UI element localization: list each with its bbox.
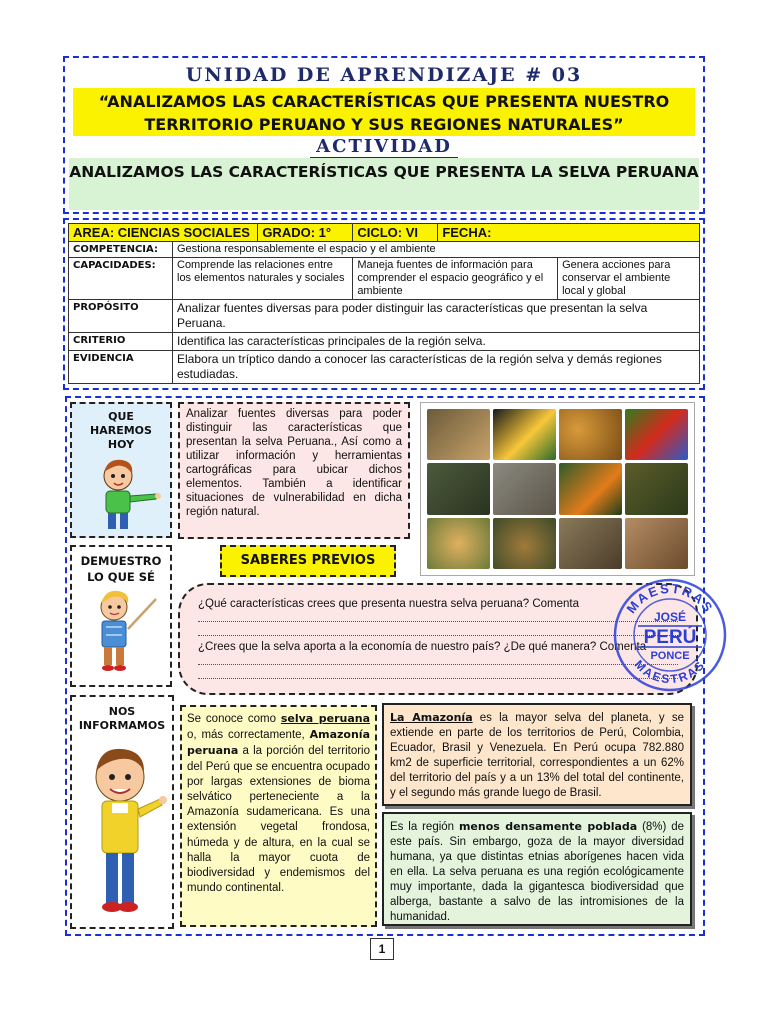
inform-label: NOS INFORMAMOS bbox=[78, 705, 166, 732]
area-cell: AREA: CIENCIAS SOCIALES bbox=[69, 224, 258, 242]
amazon-facts-term: La Amazonía bbox=[390, 711, 473, 724]
cycle-cell: CICLO: VI bbox=[353, 224, 438, 242]
prior-knowledge-label: SABERES PREVIOS bbox=[220, 545, 396, 577]
teacher-stamp bbox=[612, 577, 728, 693]
population-density-facts bbox=[382, 812, 692, 926]
boy-presenting-illustration bbox=[72, 737, 172, 927]
proposito-row bbox=[69, 300, 700, 333]
definition-mid: o, más correctamente, bbox=[187, 729, 310, 742]
amazon-facts-text: es la mayor selva del planeta, y se extiende en parte de los territorios de Perú, Colombia, Ecuador, Brasil y Venezuela. En Perú ocupa 782.880 km2 de superficie territorial, correspondientes a un 62% del territorio del país y a un 13% del total del continente, y el segundo más grande luego de Brasil. bbox=[390, 712, 684, 799]
stamp-surname: PONCE bbox=[650, 650, 690, 662]
evidencia-row bbox=[69, 351, 700, 384]
unit-title: UNIDAD DE APRENDIZAJE # 03 bbox=[185, 64, 583, 86]
boy-with-pointer-illustration bbox=[76, 585, 166, 677]
competencia-value: Gestiona responsablemente el espacio y el ambiente bbox=[173, 242, 700, 258]
snake-photo bbox=[559, 518, 622, 569]
capacidad-2: Maneja fuentes de información para comprender el espacio geográfico y el ambiente bbox=[353, 258, 558, 300]
evidencia-value: Elabora un tríptico dando a conocer las características de la región selva y demás regiones estudiadas. bbox=[173, 351, 700, 384]
today-label: QUE HAREMOS HOY bbox=[90, 410, 152, 451]
today-text: Analizar fuentes diversas para poder distinguir las características que presentan la selva Peruana., Así como a utilizar información y herramientas cartográficas para ubicar dichos elementos. También a identificar situaciones de vulnerabilidad en dicha región natural. bbox=[178, 402, 410, 539]
criterio-row bbox=[69, 333, 700, 351]
turtle-photo bbox=[493, 518, 556, 569]
capacidades-label: CAPACIDADES: bbox=[69, 258, 173, 300]
toucan-photo bbox=[493, 409, 556, 460]
competencia-label: COMPETENCIA: bbox=[69, 242, 173, 258]
criterio-label: CRITERIO bbox=[69, 333, 173, 351]
cock-of-the-rock-photo bbox=[559, 463, 622, 514]
question-2: ¿Crees que la selva aporta a la economía de nuestro país? ¿De qué manera? Comenta bbox=[198, 641, 647, 653]
capacidad-3: Genera acciones para conservar el ambiente local y global bbox=[558, 258, 700, 300]
info-table bbox=[68, 223, 700, 384]
density-term: menos densamente poblada bbox=[458, 820, 638, 833]
capybara-photo bbox=[625, 518, 688, 569]
density-text: (8%) de este país. Sin embargo, goza de la mayor diversidad humana, ya que distintas etnias aborígenes hacen vida en ella. La selva peruana es una región ecológicamente muy importante, dada la gigantesca biodiversidad que alberga, bastante a salvo de las intromisiones de la humanidad. bbox=[390, 821, 684, 923]
capacidades-row bbox=[69, 258, 700, 300]
activity-title: ANALIZAMOS LAS CARACTERÍSTICAS QUE PRESENTA LA SELVA PERUANA bbox=[69, 158, 699, 210]
monkey-photo bbox=[427, 409, 490, 460]
density-pre: Es la región bbox=[390, 821, 459, 833]
date-cell: FECHA: bbox=[438, 224, 700, 242]
answer-line[interactable] bbox=[198, 611, 678, 622]
today-box bbox=[70, 402, 172, 538]
answer-line[interactable] bbox=[198, 654, 678, 665]
activity-label bbox=[65, 136, 703, 157]
proposito-value: Analizar fuentes diversas para poder distinguir las características que presentan la selva Peruana. bbox=[173, 300, 700, 333]
competencia-row bbox=[69, 242, 700, 258]
unit-topic-banner: “ANALIZAMOS LAS CARACTERÍSTICAS QUE PRESENTA NUESTRO TERRITORIO PERUANO Y SUS REGIONES NATURALES” bbox=[73, 88, 695, 136]
question-1: ¿Qué características crees que presenta nuestra selva peruana? Comenta bbox=[198, 598, 579, 610]
boy-pointing-illustration bbox=[72, 454, 170, 534]
definition-post: a la porción del territorio del Perú que se encuentra ocupado por largas extensiones de bioma selvático perteneciente a la Amazonía sudamericana. Es una extensión vegetal frondosa, húmeda y de altura, en la cual se halla la mayor cuota de biodiversidad y endemismos del mundo continental. bbox=[187, 745, 370, 895]
stamp-bottom-text: MAESTRAS bbox=[631, 657, 709, 687]
activity-label-text: ACTIVIDAD bbox=[310, 136, 458, 159]
definition-term-amazonia: Amazonía peruana bbox=[187, 728, 370, 758]
info-table-box bbox=[63, 218, 705, 390]
answer-line[interactable] bbox=[198, 668, 678, 679]
proposito-label: PROPÓSITO bbox=[69, 300, 173, 333]
show-box bbox=[70, 545, 172, 687]
ocelot-photo bbox=[427, 518, 490, 569]
armadillo-photo bbox=[493, 463, 556, 514]
page-number: 1 bbox=[370, 938, 394, 960]
definition-pre: Se conoce como bbox=[187, 713, 281, 725]
anaconda-photo bbox=[625, 463, 688, 514]
caiman-photo bbox=[427, 463, 490, 514]
inform-box bbox=[70, 695, 174, 929]
show-label: DEMUESTRO LO QUE SÉ bbox=[80, 554, 162, 584]
stamp-country: PERÚ bbox=[643, 627, 697, 648]
grade-cell: GRADO: 1° bbox=[258, 224, 353, 242]
jaguar-photo bbox=[559, 409, 622, 460]
definition-term-selva: selva peruana bbox=[280, 712, 370, 725]
info-header-row bbox=[69, 224, 700, 242]
macaw-photo bbox=[625, 409, 688, 460]
capacidad-1: Comprende las relaciones entre los elementos naturales y sociales bbox=[173, 258, 353, 300]
header-box bbox=[63, 56, 705, 214]
amazon-definition bbox=[180, 705, 377, 927]
amazon-facts bbox=[382, 703, 692, 806]
evidencia-label: EVIDENCIA bbox=[69, 351, 173, 384]
stamp-top-text: MAESTRAS bbox=[623, 580, 717, 617]
answer-line[interactable] bbox=[198, 625, 678, 636]
criterio-value: Identifica las características principales de la región selva. bbox=[173, 333, 700, 351]
stamp-name: JOSÉ bbox=[653, 610, 687, 624]
amazon-animals-collage bbox=[420, 402, 695, 576]
